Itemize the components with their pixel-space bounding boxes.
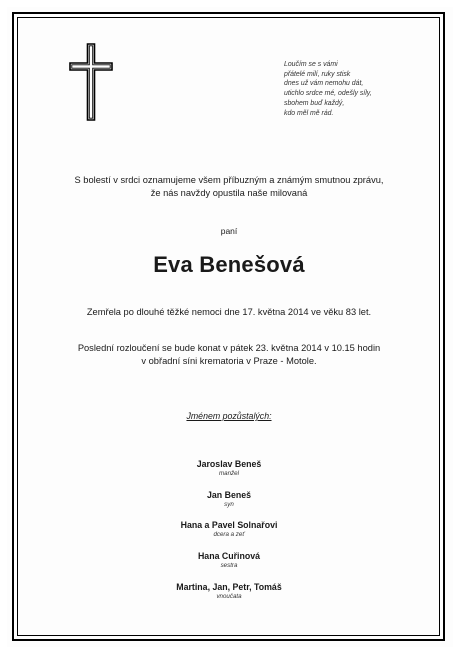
on-behalf-heading: Jménem pozůstalých: [186,411,272,421]
mourner-entry [20,551,438,570]
cross-icon [68,42,114,122]
intro-line: S bolestí v srdci oznamujeme všem příbuzným a známým smutnou zprávu, [74,175,384,185]
farewell-poem [284,60,434,118]
deceased-name: Eva Benešová [153,252,305,277]
mourner-relation: vnoučata [216,593,242,600]
mourner-relation: dcera a zeť [213,531,245,538]
poem-line: Loučím se s vámi [284,61,338,68]
mourner-name: Jan Beneš [206,490,251,500]
death-notice: Zemřela po dlouhé těžké nemoci dne 17. května 2014 ve věku 83 let. [86,307,372,317]
funeral-line: Poslední rozloučení se bude konat v pátek 23. května 2014 v 10.15 hodin [77,343,381,353]
funeral-line: v obřadní síni krematoria v Praze - Motole. [141,355,317,366]
funeral-details [20,342,438,367]
mourner-relation: manžel [219,470,239,477]
mourner-entry [20,459,438,478]
poem-line: kdo měl mě rád. [284,109,334,117]
announcement-intro [20,174,438,199]
honorific: paní [220,226,238,236]
mourner-entry [20,490,438,509]
mourner-name: Hana Cuřinová [197,551,261,561]
mourner-name: Martina, Jan, Petr, Tomáš [176,582,282,592]
mourner-relation: syn [224,501,234,508]
poem-line: sbohem buď každý, [284,99,345,107]
mourner-name: Jaroslav Beneš [196,459,262,469]
mourner-entry [20,520,438,539]
mourner-name: Hana a Pavel Solnařovi [180,520,278,530]
poem-line: přátelé milí, ruky stisk [284,70,351,78]
intro-line: že nás navždy opustila naše milovaná [150,187,308,198]
poem-line: dnes už vám nemohu dát, [284,80,364,88]
mourner-relation: sestra [220,562,238,569]
mourner-entry [20,582,438,601]
poem-line: utichlo srdce mé, odešly síly, [284,90,372,98]
